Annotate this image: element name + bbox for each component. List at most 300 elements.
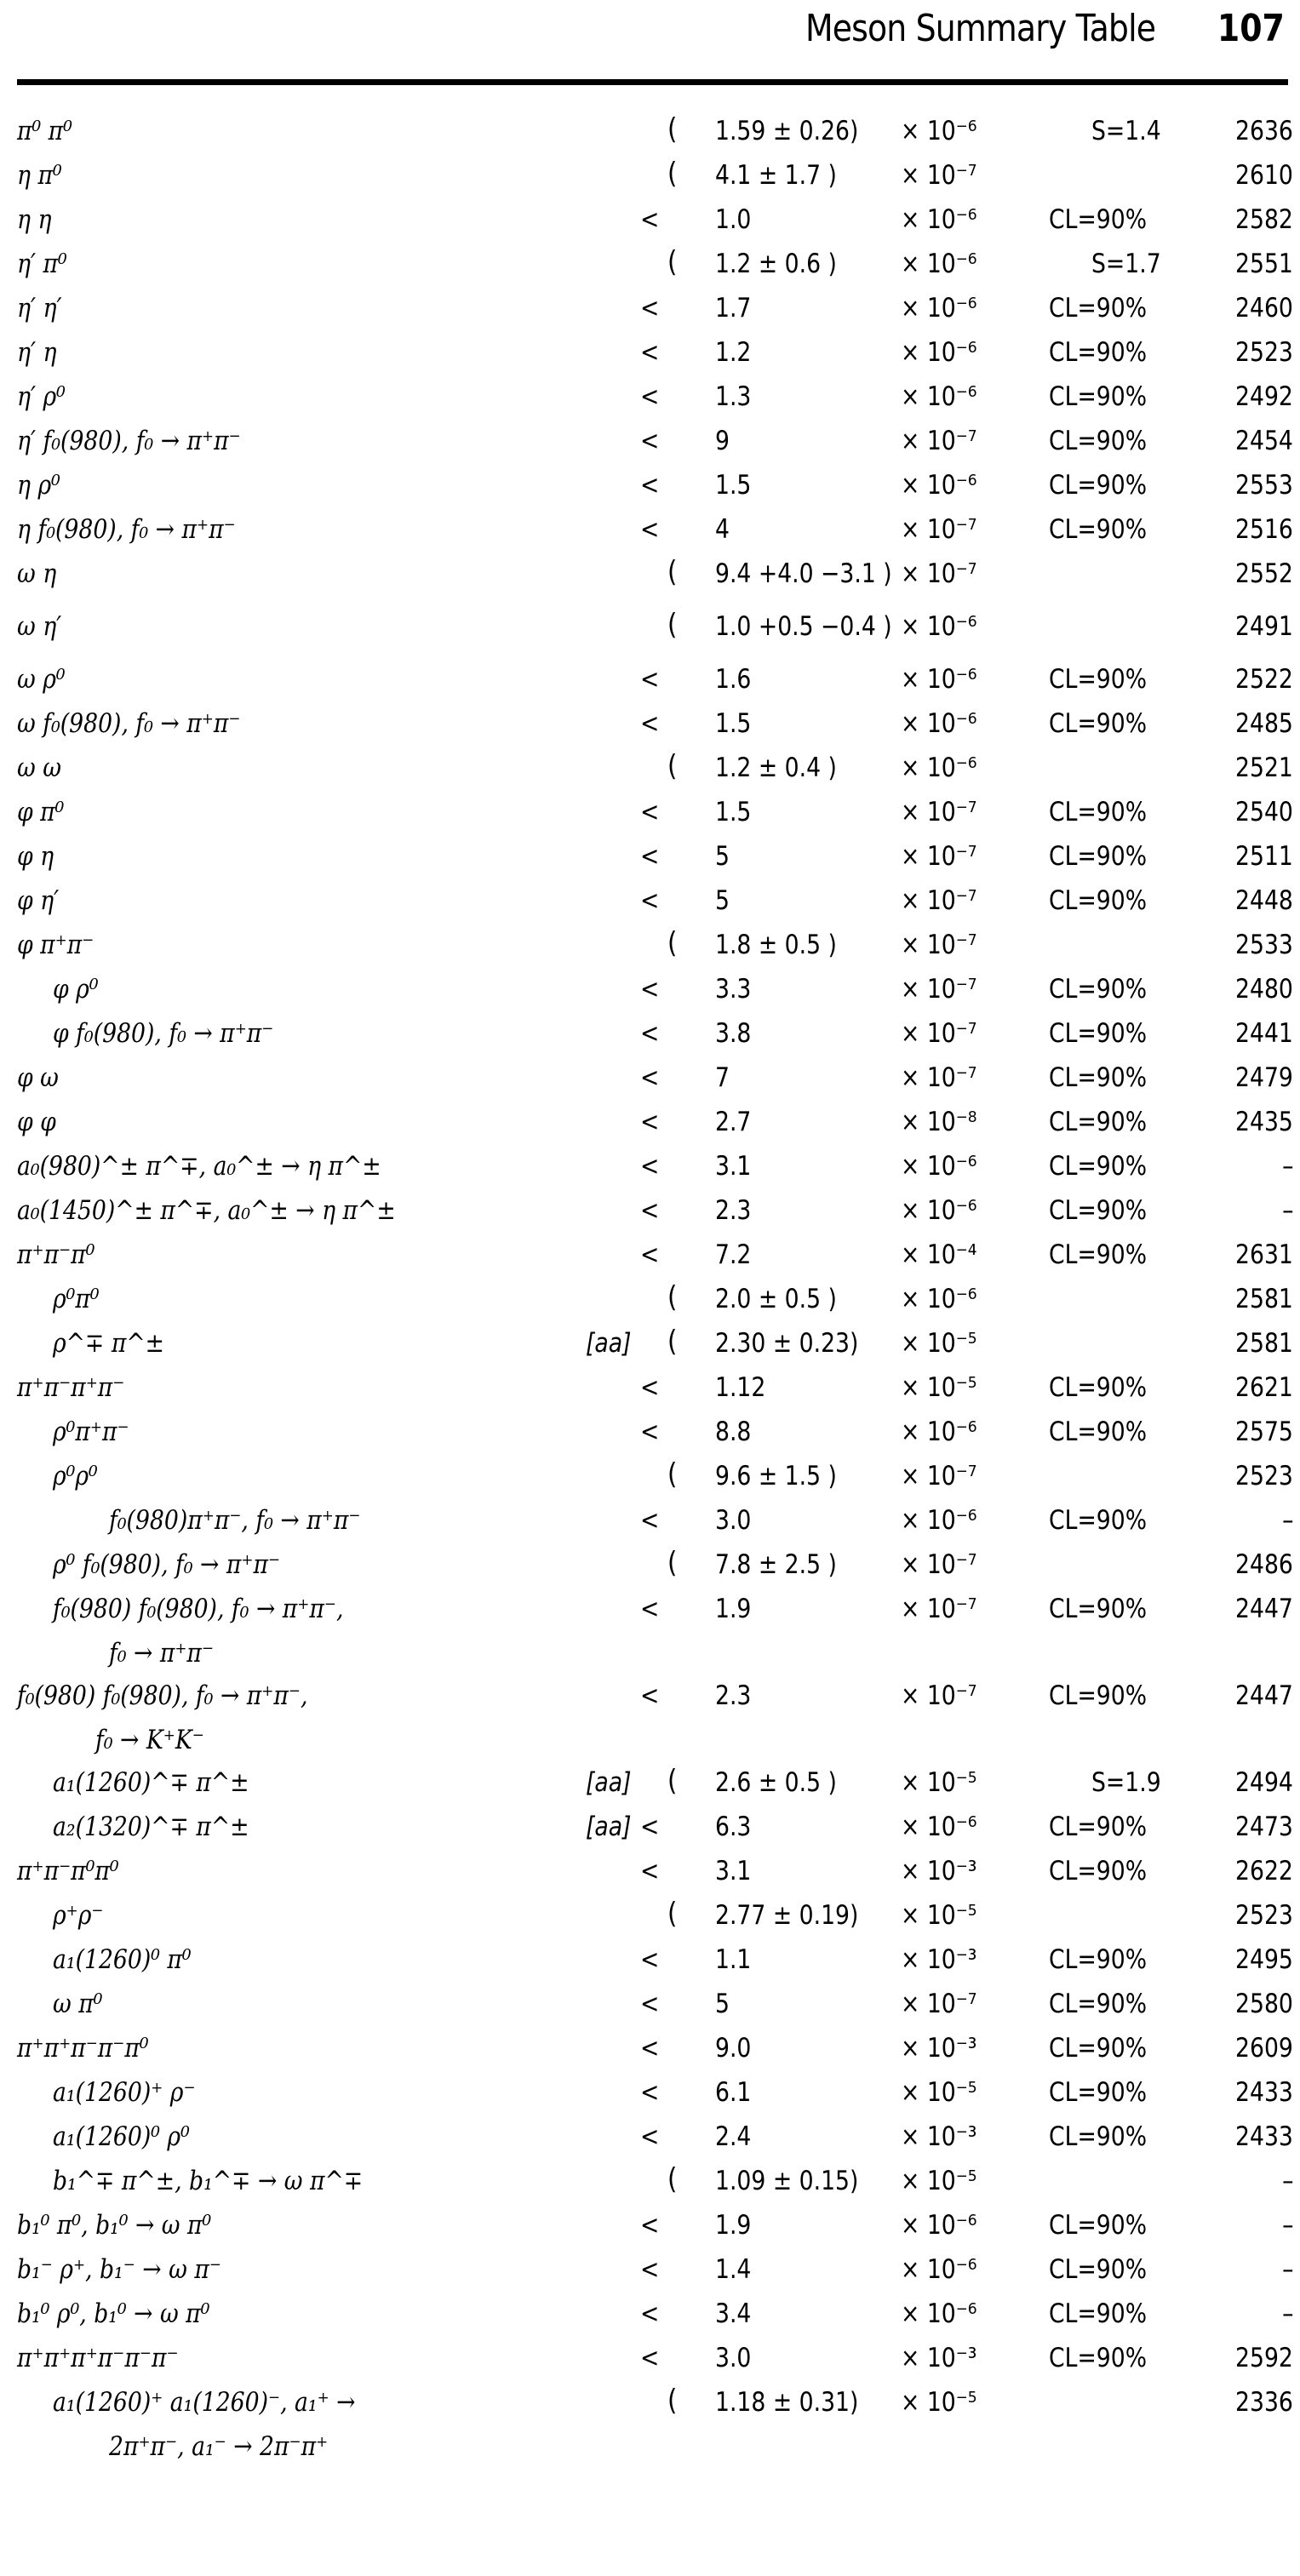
upper-limit-sign: < bbox=[640, 1505, 660, 1536]
upper-limit-sign: < bbox=[640, 841, 660, 872]
decay-mode: η f₀(980), f₀ → π⁺π⁻ bbox=[17, 514, 236, 545]
fraction-exponent: × 10⁻⁵ bbox=[901, 2387, 977, 2418]
fraction-value: 4 bbox=[715, 514, 730, 545]
fraction-value: 1.59 ± 0.26) bbox=[715, 116, 859, 146]
fraction-value: 1.5 bbox=[715, 797, 752, 827]
fraction-value: 1.2 bbox=[715, 337, 752, 368]
momentum-p: – bbox=[1281, 1505, 1293, 1536]
footnote-ref: [aa] bbox=[586, 1767, 632, 1798]
fraction-exponent: × 10⁻³ bbox=[901, 2033, 977, 2064]
open-paren: ( bbox=[667, 1546, 678, 1580]
decay-mode: ρ⁰ f₀(980), f₀ → π⁺π⁻ bbox=[53, 1549, 281, 1580]
open-paren: ( bbox=[667, 749, 678, 783]
table-row bbox=[0, 1056, 1300, 1100]
confidence-level: CL=90% bbox=[1049, 1107, 1148, 1137]
page-header bbox=[748, 7, 1285, 66]
decay-mode: π⁰ π⁰ bbox=[17, 116, 72, 146]
table-row bbox=[0, 834, 1300, 879]
table-row bbox=[0, 2247, 1300, 2292]
table-row bbox=[0, 1321, 1300, 1365]
decay-mode: ρ⁰ρ⁰ bbox=[53, 1461, 98, 1491]
momentum-p: 2447 bbox=[1235, 1680, 1293, 1711]
table-row bbox=[0, 1674, 1300, 1718]
upper-limit-sign: < bbox=[640, 426, 660, 456]
table-row bbox=[0, 1011, 1300, 1056]
fraction-value: 2.6 ± 0.5 ) bbox=[715, 1767, 837, 1798]
momentum-p: 2533 bbox=[1235, 930, 1293, 960]
fraction-exponent: × 10⁻⁶ bbox=[901, 381, 977, 412]
table-row bbox=[0, 923, 1300, 967]
fraction-value: 1.9 bbox=[715, 2210, 752, 2241]
decay-mode: ω ρ⁰ bbox=[17, 664, 66, 695]
confidence-level: CL=90% bbox=[1049, 2121, 1148, 2152]
table-row bbox=[0, 507, 1300, 552]
momentum-p: 2494 bbox=[1235, 1767, 1293, 1798]
decay-mode: a₂(1320)^∓ π^± bbox=[53, 1812, 249, 1842]
table-row bbox=[0, 197, 1300, 242]
momentum-p: – bbox=[1281, 1151, 1293, 1182]
decay-mode: ρ⁰π⁰ bbox=[53, 1284, 100, 1314]
fraction-exponent: × 10⁻⁷ bbox=[901, 841, 977, 872]
fraction-exponent: × 10⁻⁶ bbox=[901, 1505, 977, 1536]
decay-mode: φ η bbox=[17, 841, 54, 872]
fraction-exponent: × 10⁻⁶ bbox=[901, 664, 977, 695]
fraction-value: 1.2 ± 0.6 ) bbox=[715, 249, 837, 279]
decay-mode: φ φ bbox=[17, 1107, 56, 1137]
confidence-level: CL=90% bbox=[1049, 797, 1148, 827]
table-row bbox=[0, 1938, 1300, 1982]
decay-mode: b₁⁻ ρ⁺, b₁⁻ → ω π⁻ bbox=[17, 2254, 221, 2285]
table-row bbox=[0, 2203, 1300, 2247]
upper-limit-sign: < bbox=[640, 1107, 660, 1137]
momentum-p: 2511 bbox=[1235, 841, 1293, 872]
fraction-exponent: × 10⁻⁶ bbox=[901, 249, 977, 279]
table-row bbox=[0, 286, 1300, 330]
momentum-p: 2575 bbox=[1235, 1417, 1293, 1447]
momentum-p: 2522 bbox=[1235, 664, 1293, 695]
decay-mode: π⁺π⁻π⁺π⁻ bbox=[17, 1372, 125, 1403]
fraction-exponent: × 10⁻⁵ bbox=[901, 1328, 977, 1359]
fraction-exponent: × 10⁻⁷ bbox=[901, 1018, 977, 1049]
momentum-p: 2581 bbox=[1235, 1328, 1293, 1359]
confidence-level: CL=90% bbox=[1049, 885, 1148, 916]
footnote-ref: [aa] bbox=[586, 1328, 632, 1359]
confidence-level: CL=90% bbox=[1049, 708, 1148, 739]
upper-limit-sign: < bbox=[640, 2121, 660, 2152]
confidence-level: CL=90% bbox=[1049, 1195, 1148, 1226]
fraction-exponent: × 10⁻⁷ bbox=[901, 558, 977, 589]
confidence-level: CL=90% bbox=[1049, 204, 1148, 235]
confidence-level: CL=90% bbox=[1049, 1239, 1148, 1270]
table-row-continuation bbox=[0, 1718, 1300, 1760]
fraction-value: 9.4 +4.0 −3.1 ) bbox=[715, 558, 892, 589]
momentum-p: 2485 bbox=[1235, 708, 1293, 739]
confidence-level: CL=90% bbox=[1049, 1680, 1148, 1711]
momentum-p: 2609 bbox=[1235, 2033, 1293, 2064]
open-paren: ( bbox=[667, 1764, 678, 1798]
fraction-value: 7 bbox=[715, 1062, 730, 1093]
upper-limit-sign: < bbox=[640, 514, 660, 545]
fraction-exponent: × 10⁻⁶ bbox=[901, 611, 977, 642]
fraction-exponent: × 10⁻⁷ bbox=[901, 1680, 977, 1711]
decay-mode: φ π⁺π⁻ bbox=[17, 930, 94, 960]
confidence-level: CL=90% bbox=[1049, 337, 1148, 368]
momentum-p: 2551 bbox=[1235, 249, 1293, 279]
fraction-exponent: × 10⁻⁶ bbox=[901, 2298, 977, 2329]
confidence-level: CL=90% bbox=[1049, 1018, 1148, 1049]
fraction-value: 3.4 bbox=[715, 2298, 752, 2329]
table-row bbox=[0, 1498, 1300, 1543]
decay-mode: η π⁰ bbox=[17, 160, 62, 191]
table-row bbox=[0, 1849, 1300, 1893]
confidence-level: CL=90% bbox=[1049, 664, 1148, 695]
fraction-value: 1.6 bbox=[715, 664, 752, 695]
fraction-exponent: × 10⁻⁶ bbox=[901, 204, 977, 235]
fraction-value: 3.8 bbox=[715, 1018, 752, 1049]
momentum-p: – bbox=[1281, 1195, 1293, 1226]
momentum-p: 2523 bbox=[1235, 337, 1293, 368]
table-row bbox=[0, 153, 1300, 197]
momentum-p: 2610 bbox=[1235, 160, 1293, 191]
fraction-exponent: × 10⁻⁸ bbox=[901, 1107, 977, 1137]
upper-limit-sign: < bbox=[640, 1372, 660, 1403]
open-paren: ( bbox=[667, 608, 678, 642]
fraction-exponent: × 10⁻⁷ bbox=[901, 1989, 977, 2019]
decay-mode-continuation: 2π⁺π⁻, a₁⁻ → 2π⁻π⁺ bbox=[109, 2431, 329, 2462]
table-row bbox=[0, 330, 1300, 375]
fraction-exponent: × 10⁻⁶ bbox=[901, 2210, 977, 2241]
decay-mode: f₀(980) f₀(980), f₀ → π⁺π⁻, bbox=[53, 1594, 344, 1624]
upper-limit-sign: < bbox=[640, 1944, 660, 1975]
momentum-p: – bbox=[1281, 2254, 1293, 2285]
header-rule bbox=[17, 79, 1288, 85]
table-row bbox=[0, 790, 1300, 834]
fraction-exponent: × 10⁻⁷ bbox=[901, 1461, 977, 1491]
fraction-value: 1.0 bbox=[715, 204, 752, 235]
decay-mode: π⁺π⁺π⁺π⁻π⁻π⁻ bbox=[17, 2343, 179, 2373]
momentum-p: 2491 bbox=[1235, 611, 1293, 642]
decay-mode: η′ π⁰ bbox=[17, 249, 67, 279]
decay-mode-continuation: f₀ → K⁺K⁻ bbox=[95, 1725, 204, 1755]
confidence-level: CL=90% bbox=[1049, 1989, 1148, 2019]
table-row bbox=[0, 2115, 1300, 2159]
momentum-p: 2581 bbox=[1235, 1284, 1293, 1314]
table-row bbox=[0, 1233, 1300, 1277]
decay-mode: b₁⁰ ρ⁰, b₁⁰ → ω π⁰ bbox=[17, 2298, 210, 2329]
upper-limit-sign: < bbox=[640, 2343, 660, 2373]
table-row bbox=[0, 109, 1300, 153]
fraction-value: 1.8 ± 0.5 ) bbox=[715, 930, 837, 960]
fraction-value: 4.1 ± 1.7 ) bbox=[715, 160, 837, 191]
table-row bbox=[0, 419, 1300, 463]
decay-mode: b₁⁰ π⁰, b₁⁰ → ω π⁰ bbox=[17, 2210, 212, 2241]
momentum-p: 2636 bbox=[1235, 116, 1293, 146]
upper-limit-sign: < bbox=[640, 974, 660, 1005]
confidence-level: CL=90% bbox=[1049, 1417, 1148, 1447]
fraction-value: 1.09 ± 0.15) bbox=[715, 2166, 859, 2196]
decay-mode: ρ⁰π⁺π⁻ bbox=[53, 1417, 129, 1447]
fraction-value: 3.0 bbox=[715, 2343, 752, 2373]
fraction-exponent: × 10⁻⁶ bbox=[901, 470, 977, 501]
fraction-exponent: × 10⁻⁶ bbox=[901, 708, 977, 739]
upper-limit-sign: < bbox=[640, 1594, 660, 1624]
upper-limit-sign: < bbox=[640, 2033, 660, 2064]
decay-mode: a₁(1260)^∓ π^± bbox=[53, 1767, 249, 1798]
fraction-value: 7.2 bbox=[715, 1239, 752, 1270]
momentum-p: 2580 bbox=[1235, 1989, 1293, 2019]
decay-mode: η′ η bbox=[17, 337, 57, 368]
fraction-exponent: × 10⁻⁶ bbox=[901, 1284, 977, 1314]
upper-limit-sign: < bbox=[640, 470, 660, 501]
table-row bbox=[0, 1188, 1300, 1233]
decay-mode-continuation: f₀ → π⁺π⁻ bbox=[109, 1638, 215, 1669]
fraction-value: 1.5 bbox=[715, 708, 752, 739]
fraction-exponent: × 10⁻⁶ bbox=[901, 1195, 977, 1226]
decay-mode: π⁺π⁻π⁰ bbox=[17, 1239, 95, 1270]
open-paren: ( bbox=[667, 1897, 678, 1931]
table-row bbox=[0, 463, 1300, 507]
table-row bbox=[0, 1410, 1300, 1454]
fraction-exponent: × 10⁻³ bbox=[901, 2121, 977, 2152]
table-row bbox=[0, 879, 1300, 923]
fraction-value: 5 bbox=[715, 885, 730, 916]
table-row bbox=[0, 1100, 1300, 1144]
fraction-exponent: × 10⁻⁷ bbox=[901, 797, 977, 827]
momentum-p: 2441 bbox=[1235, 1018, 1293, 1049]
decay-mode: π⁺π⁺π⁻π⁻π⁰ bbox=[17, 2033, 149, 2064]
upper-limit-sign: < bbox=[640, 2077, 660, 2108]
decay-mode: a₁(1260)⁺ a₁(1260)⁻, a₁⁺ → bbox=[53, 2387, 356, 2418]
fraction-value: 1.9 bbox=[715, 1594, 752, 1624]
table-row bbox=[0, 701, 1300, 746]
fraction-exponent: × 10⁻⁵ bbox=[901, 2077, 977, 2108]
fraction-exponent: × 10⁻⁶ bbox=[901, 1151, 977, 1182]
confidence-level: CL=90% bbox=[1049, 1812, 1148, 1842]
fraction-value: 2.4 bbox=[715, 2121, 752, 2152]
decay-mode: a₀(980)^± π^∓, a₀^± → η π^± bbox=[17, 1151, 381, 1182]
momentum-p: 2433 bbox=[1235, 2077, 1293, 2108]
upper-limit-sign: < bbox=[640, 797, 660, 827]
confidence-level: CL=90% bbox=[1049, 2210, 1148, 2241]
confidence-level: CL=90% bbox=[1049, 470, 1148, 501]
decay-mode: ω η bbox=[17, 558, 57, 589]
momentum-p: 2460 bbox=[1235, 293, 1293, 323]
table-row bbox=[0, 1454, 1300, 1498]
fraction-value: 1.2 ± 0.4 ) bbox=[715, 753, 837, 783]
momentum-p: 2454 bbox=[1235, 426, 1293, 456]
fraction-value: 1.7 bbox=[715, 293, 752, 323]
fraction-value: 1.12 bbox=[715, 1372, 766, 1403]
table-row bbox=[0, 1144, 1300, 1188]
open-paren: ( bbox=[667, 245, 678, 279]
fraction-exponent: × 10⁻⁷ bbox=[901, 1594, 977, 1624]
table-row bbox=[0, 1893, 1300, 1938]
confidence-level: CL=90% bbox=[1049, 514, 1148, 545]
confidence-level: CL=90% bbox=[1049, 293, 1148, 323]
fraction-exponent: × 10⁻⁷ bbox=[901, 885, 977, 916]
upper-limit-sign: < bbox=[640, 381, 660, 412]
decay-mode: a₁(1260)⁺ ρ⁻ bbox=[53, 2077, 196, 2108]
momentum-p: – bbox=[1281, 2166, 1293, 2196]
decay-mode: η η bbox=[17, 204, 52, 235]
momentum-p: 2521 bbox=[1235, 753, 1293, 783]
momentum-p: 2448 bbox=[1235, 885, 1293, 916]
confidence-level: CL=90% bbox=[1049, 1505, 1148, 1536]
fraction-exponent: × 10⁻³ bbox=[901, 2343, 977, 2373]
fraction-value: 6.3 bbox=[715, 1812, 752, 1842]
table-row bbox=[0, 657, 1300, 701]
fraction-exponent: × 10⁻⁷ bbox=[901, 1062, 977, 1093]
fraction-exponent: × 10⁻⁷ bbox=[901, 514, 977, 545]
fraction-exponent: × 10⁻⁷ bbox=[901, 426, 977, 456]
momentum-p: 2336 bbox=[1235, 2387, 1293, 2418]
open-paren: ( bbox=[667, 2384, 678, 2418]
decay-mode: ρ⁺ρ⁻ bbox=[53, 1900, 104, 1931]
fraction-value: 3.3 bbox=[715, 974, 752, 1005]
decay-mode: ω η′ bbox=[17, 611, 62, 642]
open-paren: ( bbox=[667, 112, 678, 146]
decay-mode: η′ η′ bbox=[17, 293, 62, 323]
table-row bbox=[0, 2026, 1300, 2070]
upper-limit-sign: < bbox=[640, 2298, 660, 2329]
momentum-p: 2473 bbox=[1235, 1812, 1293, 1842]
upper-limit-sign: < bbox=[640, 1151, 660, 1182]
decay-mode: f₀(980) f₀(980), f₀ → π⁺π⁻, bbox=[17, 1680, 308, 1711]
page-number: 107 bbox=[1217, 7, 1285, 50]
fraction-exponent: × 10⁻⁷ bbox=[901, 974, 977, 1005]
fraction-exponent: × 10⁻⁵ bbox=[901, 1372, 977, 1403]
fraction-value: 1.4 bbox=[715, 2254, 752, 2285]
momentum-p: 2447 bbox=[1235, 1594, 1293, 1624]
fraction-exponent: × 10⁻⁶ bbox=[901, 753, 977, 783]
open-paren: ( bbox=[667, 157, 678, 191]
decay-mode: φ π⁰ bbox=[17, 797, 65, 827]
table-row bbox=[0, 375, 1300, 419]
table-row-continuation bbox=[0, 2424, 1300, 2467]
table-row bbox=[0, 1543, 1300, 1587]
confidence-level: CL=90% bbox=[1049, 2254, 1148, 2285]
upper-limit-sign: < bbox=[640, 1239, 660, 1270]
momentum-p: 2540 bbox=[1235, 797, 1293, 827]
table-row bbox=[0, 2336, 1300, 2380]
table-row-continuation bbox=[0, 1631, 1300, 1674]
fraction-exponent: × 10⁻⁶ bbox=[901, 337, 977, 368]
fraction-exponent: × 10⁻⁵ bbox=[901, 2166, 977, 2196]
momentum-p: 2621 bbox=[1235, 1372, 1293, 1403]
scale-factor: S=1.4 bbox=[1091, 116, 1161, 146]
fraction-value: 1.3 bbox=[715, 381, 752, 412]
fraction-value: 1.18 ± 0.31) bbox=[715, 2387, 859, 2418]
table-row bbox=[0, 967, 1300, 1011]
upper-limit-sign: < bbox=[640, 1062, 660, 1093]
momentum-p: 2492 bbox=[1235, 381, 1293, 412]
confidence-level: CL=90% bbox=[1049, 1856, 1148, 1886]
decay-mode: b₁^∓ π^±, b₁^∓ → ω π^∓ bbox=[53, 2166, 364, 2196]
momentum-p: 2552 bbox=[1235, 558, 1293, 589]
table-row bbox=[0, 604, 1300, 657]
fraction-value: 1.1 bbox=[715, 1944, 752, 1975]
fraction-value: 8.8 bbox=[715, 1417, 752, 1447]
open-paren: ( bbox=[667, 1325, 678, 1359]
decay-mode: φ f₀(980), f₀ → π⁺π⁻ bbox=[53, 1018, 274, 1049]
decay-mode: φ ω bbox=[17, 1062, 59, 1093]
momentum-p: 2480 bbox=[1235, 974, 1293, 1005]
momentum-p: 2495 bbox=[1235, 1944, 1293, 1975]
open-paren: ( bbox=[667, 1457, 678, 1491]
fraction-value: 2.7 bbox=[715, 1107, 752, 1137]
confidence-level: CL=90% bbox=[1049, 2077, 1148, 2108]
table-row bbox=[0, 1805, 1300, 1849]
scale-factor: S=1.9 bbox=[1091, 1767, 1161, 1798]
fraction-value: 9.6 ± 1.5 ) bbox=[715, 1461, 837, 1491]
decay-mode: η′ ρ⁰ bbox=[17, 381, 66, 412]
fraction-value: 3.1 bbox=[715, 1856, 752, 1886]
fraction-exponent: × 10⁻³ bbox=[901, 1856, 977, 1886]
fraction-value: 9 bbox=[715, 426, 730, 456]
decay-mode: a₁(1260)⁰ ρ⁰ bbox=[53, 2121, 190, 2152]
fraction-exponent: × 10⁻⁶ bbox=[901, 116, 977, 146]
fraction-exponent: × 10⁻⁷ bbox=[901, 1549, 977, 1580]
confidence-level: CL=90% bbox=[1049, 1062, 1148, 1093]
fraction-value: 3.1 bbox=[715, 1151, 752, 1182]
table-row bbox=[0, 1982, 1300, 2026]
confidence-level: CL=90% bbox=[1049, 2033, 1148, 2064]
confidence-level: CL=90% bbox=[1049, 2298, 1148, 2329]
momentum-p: 2582 bbox=[1235, 204, 1293, 235]
fraction-value: 7.8 ± 2.5 ) bbox=[715, 1549, 837, 1580]
upper-limit-sign: < bbox=[640, 1812, 660, 1842]
momentum-p: 2622 bbox=[1235, 1856, 1293, 1886]
upper-limit-sign: < bbox=[640, 1856, 660, 1886]
decay-mode: ω ω bbox=[17, 753, 61, 783]
footnote-ref: [aa] bbox=[586, 1812, 632, 1842]
confidence-level: CL=90% bbox=[1049, 1151, 1148, 1182]
open-paren: ( bbox=[667, 2162, 678, 2196]
table-row bbox=[0, 1277, 1300, 1321]
confidence-level: CL=90% bbox=[1049, 1944, 1148, 1975]
fraction-value: 2.30 ± 0.23) bbox=[715, 1328, 859, 1359]
fraction-value: 9.0 bbox=[715, 2033, 752, 2064]
decay-mode: η ρ⁰ bbox=[17, 470, 60, 501]
open-paren: ( bbox=[667, 555, 678, 589]
fraction-value: 1.5 bbox=[715, 470, 752, 501]
upper-limit-sign: < bbox=[640, 664, 660, 695]
decay-mode: η′ f₀(980), f₀ → π⁺π⁻ bbox=[17, 426, 241, 456]
decay-mode: φ η′ bbox=[17, 885, 60, 916]
momentum-p: – bbox=[1281, 2210, 1293, 2241]
decay-mode: π⁺π⁻π⁰π⁰ bbox=[17, 1856, 119, 1886]
confidence-level: CL=90% bbox=[1049, 1594, 1148, 1624]
upper-limit-sign: < bbox=[640, 708, 660, 739]
momentum-p: 2523 bbox=[1235, 1461, 1293, 1491]
momentum-p: 2516 bbox=[1235, 514, 1293, 545]
momentum-p: 2523 bbox=[1235, 1900, 1293, 1931]
confidence-level: CL=90% bbox=[1049, 381, 1148, 412]
fraction-value: 3.0 bbox=[715, 1505, 752, 1536]
momentum-p: 2435 bbox=[1235, 1107, 1293, 1137]
fraction-exponent: × 10⁻³ bbox=[901, 1944, 977, 1975]
momentum-p: 2592 bbox=[1235, 2343, 1293, 2373]
open-paren: ( bbox=[667, 926, 678, 960]
fraction-value: 2.77 ± 0.19) bbox=[715, 1900, 859, 1931]
upper-limit-sign: < bbox=[640, 1195, 660, 1226]
running-title: Meson Summary Table bbox=[805, 7, 1156, 50]
momentum-p: 2631 bbox=[1235, 1239, 1293, 1270]
fraction-exponent: × 10⁻⁶ bbox=[901, 1812, 977, 1842]
fraction-value: 5 bbox=[715, 1989, 730, 2019]
confidence-level: CL=90% bbox=[1049, 2343, 1148, 2373]
fraction-exponent: × 10⁻⁷ bbox=[901, 160, 977, 191]
